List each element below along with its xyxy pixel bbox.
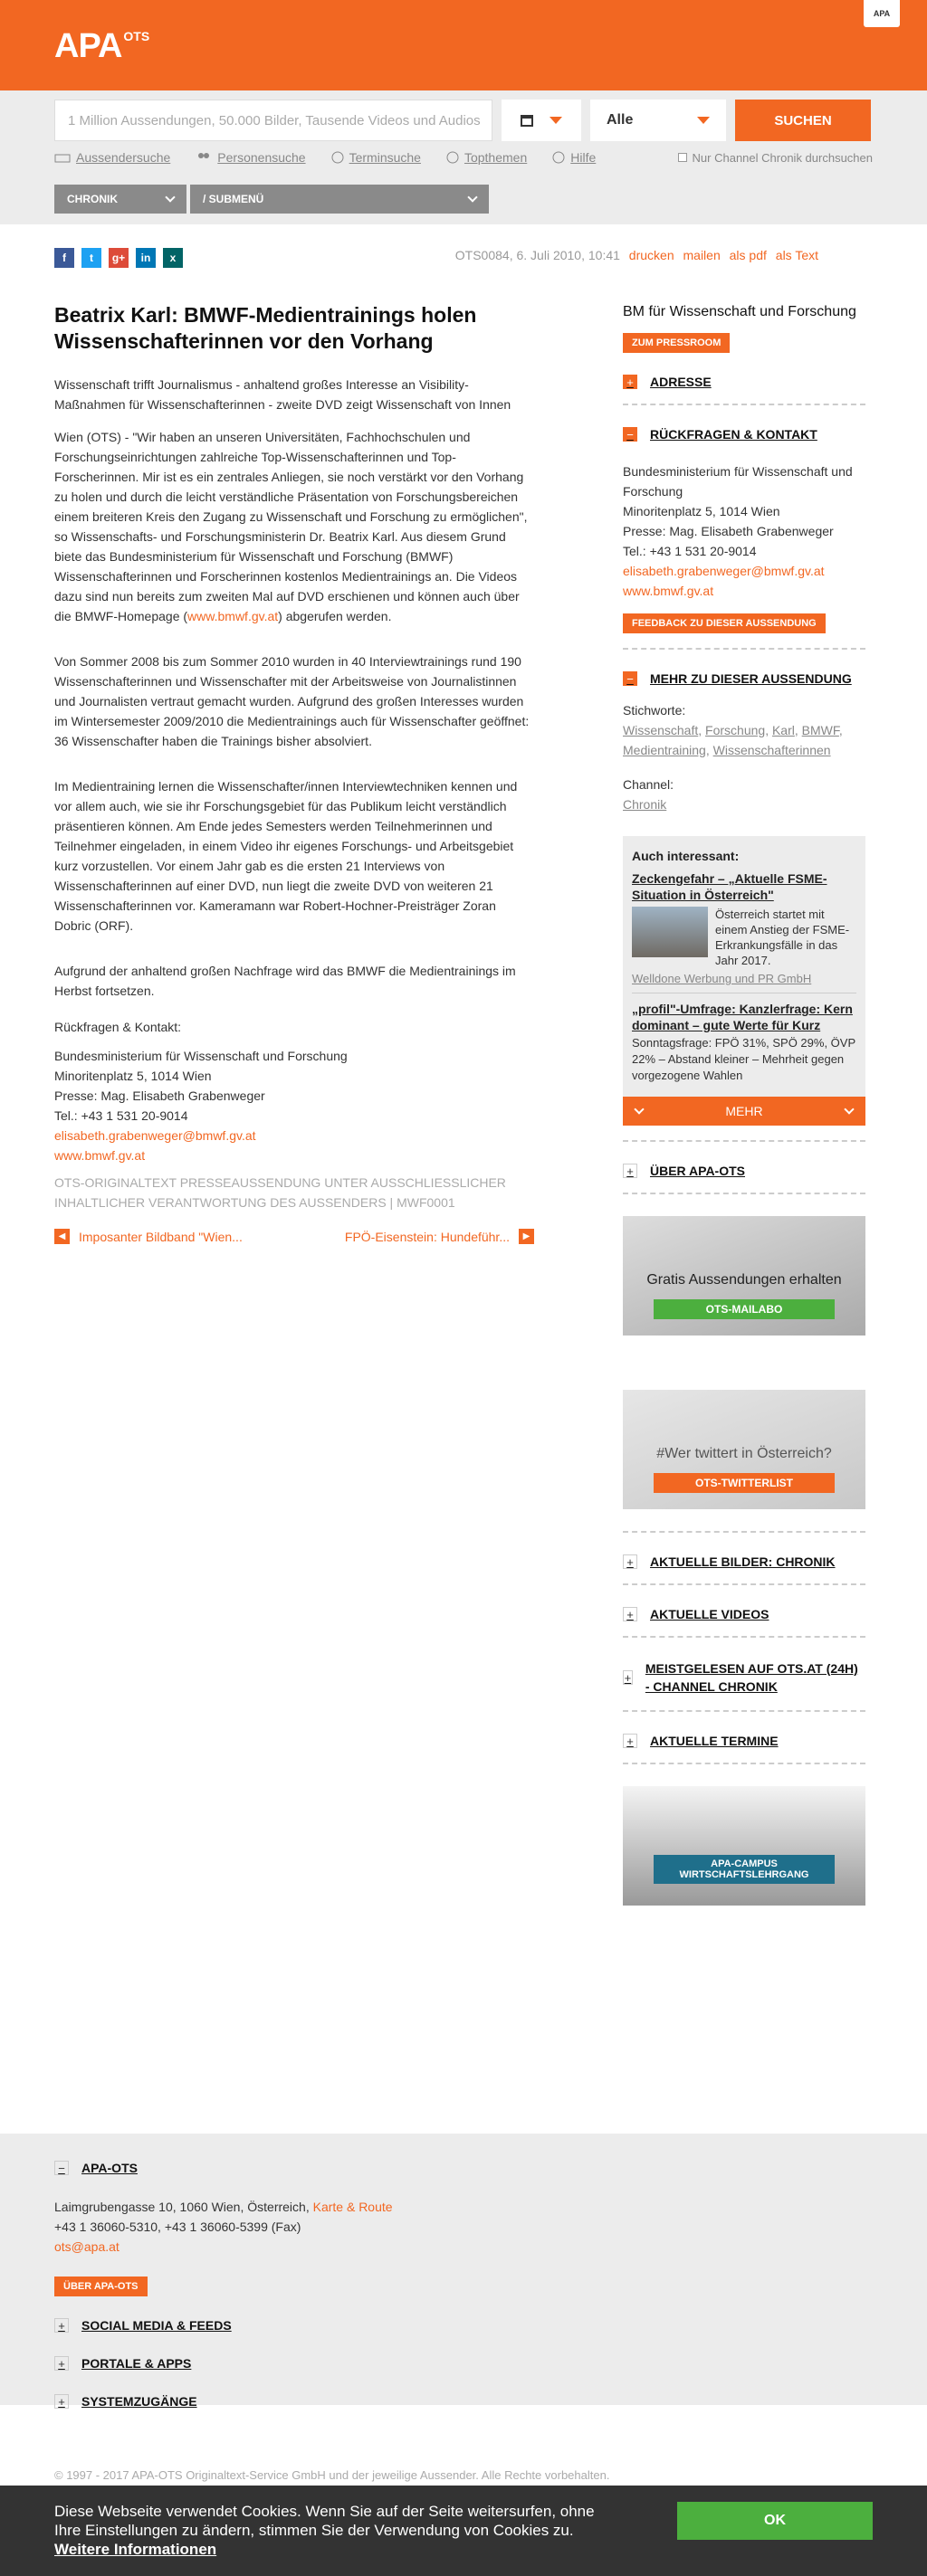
category-select[interactable]: Alle xyxy=(590,100,726,141)
top-header xyxy=(0,0,927,90)
teaser-title[interactable]: „profil"-Umfrage: Kanzlerfrage: Kern dominant – gute Werte für Kurz xyxy=(632,1002,853,1032)
mehr-button[interactable]: MEHR xyxy=(623,1097,865,1126)
chevron-down-icon xyxy=(697,117,710,124)
section-meistgelesen[interactable]: + MEISTGELESEN AUF OTS.AT (24H) - CHANNEL CHRONIK xyxy=(624,1661,858,1694)
twitter-promo[interactable]: #Wer twittert in Österreich? OTS-TWITTERLIST xyxy=(623,1390,865,1509)
plus-icon: + xyxy=(623,1554,637,1569)
section-mehr[interactable]: − MEHR ZU DIESER AUSSENDUNG xyxy=(623,671,865,686)
footer-mail-link[interactable]: ots@apa.at xyxy=(54,2239,119,2254)
minus-icon: − xyxy=(623,427,637,442)
facebook-icon[interactable]: f xyxy=(54,248,74,268)
page-title: Beatrix Karl: BMWF-Medientrainings holen Wissenschafterinnen vor den Vorhang xyxy=(54,303,477,353)
footer-address: Laimgrubengasse 10, 1060 Wien, Österreich, Karte & Route +43 1 36060-5310, +43 1 36060-5399 (Fax) ots@apa.at xyxy=(54,2200,393,2254)
apa-ots-logo[interactable]: APA OTS xyxy=(54,27,150,65)
keyword-link[interactable]: Medientraining xyxy=(623,743,706,757)
article-meta: OTS0084, 6. Juli 2010, 10:41 drucken mailen als pdf als Text xyxy=(454,248,818,262)
section-termine[interactable]: + AKTUELLE TERMINE xyxy=(623,1734,865,1748)
search-area xyxy=(0,90,927,224)
footer-about-button[interactable]: ÜBER APA-OTS xyxy=(54,2277,148,2296)
keyword-link[interactable]: Wissenschaft xyxy=(623,723,699,737)
search-input[interactable]: 1 Million Aussendungen, 50.000 Bilder, Tausende Videos und Audios xyxy=(54,100,492,141)
section-videos[interactable]: + AKTUELLE VIDEOS xyxy=(623,1607,865,1621)
linkedin-icon[interactable]: in xyxy=(136,248,156,268)
section-bilder[interactable]: + AKTUELLE BILDER: CHRONIK xyxy=(623,1554,865,1569)
link-aussendersuche[interactable]: Aussendersuche xyxy=(54,150,170,165)
cookie-info-link[interactable]: Weitere Informationen xyxy=(54,2541,217,2558)
plus-icon: + xyxy=(623,375,637,389)
contact-web-link[interactable]: www.bmwf.gv.at xyxy=(54,1148,146,1163)
contact-email-link[interactable]: elisabeth.grabenweger@bmwf.gv.at xyxy=(54,1128,256,1143)
auch-interessant-box: Auch interessant: Zeckengefahr – „Aktuelle FSME-Situation in Österreich" Österreich startet mit einem Anstieg der FSME-Erkrankungsfälle in das Jahr 2017. Welldone Werbung und PR GmbH „profil"-Umfrage: Kanzlerfrage: Kern dominant – gute Werte für Kurz Sonntagsfrage: FPÖ 31%, SPÖ 29%, ÖVP 22% – Abstand kleiner – Mehrheit gegen vorgezogene Wahlen xyxy=(623,836,865,1097)
contact-heading: Rückfragen & Kontakt: xyxy=(54,1020,182,1034)
arrow-right-icon: ▶ xyxy=(519,1229,534,1244)
keywords: Stichworte: Wissenschaft, Forschung, Karl, BMWF, Medientraining, Wissenschafterinnen xyxy=(623,703,843,757)
footer-apaots-toggle[interactable]: − APA-OTS xyxy=(54,2161,138,2175)
channel: Channel: Chronik xyxy=(623,777,674,812)
sidebar-contact: Bundesministerium für Wissenschaft und Forschung Minoritenplatz 5, 1014 Wien Presse: Mag. Elisabeth Grabenweger Tel.: +43 1 531 20-9014 elisabeth.grabenweger@bmwf.gv.at www.bmwf.gv.at xyxy=(623,464,853,598)
article-pagination xyxy=(54,1229,534,1244)
mail-link[interactable]: mailen xyxy=(683,248,721,262)
compass-icon xyxy=(446,151,459,164)
clock-icon xyxy=(331,151,344,164)
calendar-icon xyxy=(521,114,533,127)
minus-icon: − xyxy=(54,2161,69,2175)
contact-block: Bundesministerium für Wissenschaft und Forschung Minoritenplatz 5, 1014 Wien Presse: Mag. Elisabeth Grabenweger Tel.: +43 1 531 20-9014 elisabeth.grabenweger@bmwf.gv.at www.bmwf.gv.at xyxy=(54,1049,348,1163)
plus-icon: + xyxy=(54,2318,69,2333)
teaser-image[interactable] xyxy=(632,907,708,957)
keyword-link[interactable]: Wissenschafterinnen xyxy=(712,743,831,757)
link-hilfe[interactable]: Hilfe xyxy=(552,150,596,165)
twitterlist-button[interactable]: OTS-TWITTERLIST xyxy=(654,1473,835,1493)
article-lead: Wissenschaft trifft Journalismus - anhaltend großes Interesse an Visibility-Maßnahmen für Wissenschafterinnen - zweite DVD zeigt Wissenschaft von Innen xyxy=(54,377,511,412)
pdf-link[interactable]: als pdf xyxy=(729,248,767,262)
article xyxy=(54,248,534,1244)
people-icon xyxy=(196,152,212,163)
sidebar xyxy=(623,302,865,1906)
mailabo-button[interactable]: OTS-MAILABO xyxy=(654,1299,835,1319)
channel-only-checkbox[interactable]: Nur Channel Chronik durchsuchen xyxy=(678,151,873,165)
section-ueber[interactable]: + ÜBER APA-OTS xyxy=(623,1164,865,1178)
pressroom-button[interactable]: ZUM PRESSROOM xyxy=(623,333,730,353)
nav-submenu-dropdown[interactable]: / SUBMENÜ xyxy=(190,185,489,214)
sender-name: BM für Wissenschaft und Forschung xyxy=(623,304,856,319)
mailabo-promo[interactable]: Gratis Aussendungen erhalten OTS-MAILABO xyxy=(623,1216,865,1336)
nav-chronik-dropdown[interactable]: CHRONIK xyxy=(54,185,186,214)
teaser-source[interactable]: Welldone Werbung und PR GmbH xyxy=(632,972,812,985)
chevron-down-icon xyxy=(467,192,477,202)
google-plus-icon[interactable]: g+ xyxy=(109,248,129,268)
social-share xyxy=(54,248,534,268)
text-link[interactable]: als Text xyxy=(775,248,818,262)
cookie-banner xyxy=(0,2486,927,2576)
arrow-left-icon: ◀ xyxy=(54,1229,70,1244)
article-paragraph: Aufgrund der anhaltend großen Nachfrage wird das BMWF die Medientrainings im Herbst fortsetzen. xyxy=(54,964,516,998)
plus-icon: + xyxy=(623,1164,637,1178)
disclaimer: OTS-ORIGINALTEXT PRESSEAUSSENDUNG UNTER AUSSCHLIESSLICHER INHALTLICHER VERANTWORTUNG DES AUSSENDERS | MWF0001 xyxy=(54,1175,506,1210)
section-adresse[interactable]: + ADRESSE xyxy=(623,375,865,389)
cookie-text: Diese Webseite verwendet Cookies. Wenn Sie auf der Seite weitersurfen, ohne Ihre Einstellungen zu ändern, stimmen Sie der Verwendung von Cookies zu. Weitere Informationen xyxy=(54,2503,595,2558)
minus-icon: − xyxy=(623,671,637,686)
footer-social[interactable]: + SOCIAL MEDIA & FEEDS xyxy=(54,2318,232,2333)
link-personensuche[interactable]: Personensuche xyxy=(196,150,305,165)
search-button[interactable]: SUCHEN xyxy=(735,100,871,141)
sidebar-web-link[interactable]: www.bmwf.gv.at xyxy=(623,584,714,598)
link-topthemen[interactable]: Topthemen xyxy=(446,150,527,165)
plus-icon: + xyxy=(623,1607,637,1621)
plus-icon: + xyxy=(624,1670,632,1685)
route-link[interactable]: Karte & Route xyxy=(312,2200,393,2214)
plus-icon: + xyxy=(623,1734,637,1748)
sidebar-email-link[interactable]: elisabeth.grabenweger@bmwf.gv.at xyxy=(623,564,825,578)
cookie-ok-button[interactable]: OK xyxy=(677,2502,873,2540)
footer-systemzugaenge[interactable]: + SYSTEMZUGÄNGE xyxy=(54,2394,197,2409)
plus-icon: + xyxy=(54,2394,69,2409)
building-icon xyxy=(54,152,71,163)
article-paragraph: Wien (OTS) - "Wir haben an unseren Universitäten, Fachhochschulen und Forschungseinrichtungen zahlreiche Top-Wissenschafterinnen und Top-Forscherinnen. Mir ist es ein zentrales Anliegen, sie noch verstärkt vor den Vorhang zu holen und durch die leicht verständliche Präsentation von Forschungsbereichen einem breiteren Kreis den Zugang zu Wissenschaft und Forschung zu ermöglichen", so Wissenschafts- und Forschungsministerin Dr. Beatrix Karl. Aus diesem Grund biete das Bundesministerium für Wissenschaft und Forschung (BMWF) Wissenschafterinnen und Forscherinnen kostenlos Medientrainings an. Die Videos dazu sind nun bereits zum zweiten Mal auf DVD erschienen und können auch über die BMWF-Homepage (www.bmwf.gv.at) abgerufen werden. xyxy=(54,430,528,623)
plus-icon: + xyxy=(54,2356,69,2371)
next-article-link[interactable]: FPÖ-Eisenstein: Hundeführ... ▶ xyxy=(345,1229,534,1244)
prev-article-link[interactable]: ◀ Imposanter Bildband "Wien... xyxy=(54,1229,243,1244)
link-terminsuche[interactable]: Terminsuche xyxy=(331,150,421,165)
campus-button[interactable]: APA-CAMPUS WIRTSCHAFTSLEHRGANG xyxy=(654,1855,835,1884)
date-picker-button[interactable] xyxy=(502,100,581,141)
campus-promo[interactable] xyxy=(623,1786,865,1906)
print-link[interactable]: drucken xyxy=(628,248,674,262)
footer-portale[interactable]: + PORTALE & APPS xyxy=(54,2356,191,2371)
apa-corner-icon[interactable]: APA xyxy=(864,0,900,27)
keyword-link[interactable]: BMWF xyxy=(801,723,839,737)
chevron-down-icon xyxy=(550,117,562,124)
article-paragraph: Im Medientraining lernen die Wissenschafter/innen Interviewtechniken kennen und vor allem auch, wie sie ihr Forschungsgebiet für das Publikum leicht verständlich präsentieren können. Am Ende jedes Semesters werden Teilnehmerinnen und Teilnehmer eingeladen, in einem Video ihr eigenes Forschungs- und Arbeitsgebiet kurz vorzustellen. Vor einem Jahr gab es die ersten 21 Interviews von Wissenschafterinnen auf einer DVD, nun liegt die zweite DVD von weiteren 21 Wissenschafterinnen vor. Kameramann war Robert-Hochner-Preisträger Zoran Dobric (ORF). xyxy=(54,779,518,933)
keyword-link[interactable]: Forschung xyxy=(705,723,766,737)
xing-icon[interactable]: x xyxy=(163,248,183,268)
bmwf-link[interactable]: www.bmwf.gv.at xyxy=(187,609,279,623)
keyword-link[interactable]: Karl xyxy=(771,723,795,737)
feedback-button[interactable]: FEEDBACK ZU DIESER AUSSENDUNG xyxy=(623,613,826,633)
info-icon xyxy=(552,151,565,164)
teaser-title[interactable]: Zeckengefahr – „Aktuelle FSME-Situation in Österreich" xyxy=(632,871,827,902)
footer xyxy=(0,2134,927,2409)
twitter-icon[interactable]: t xyxy=(81,248,101,268)
article-paragraph: Von Sommer 2008 bis zum Sommer 2010 wurden in 40 Interviewtrainings rund 190 Wissenschafterinnen und Wissenschafter mit der Arbeitsweise von Journalistinnen und Journalisten vertraut gemacht wurden. Aufgrund des großen Interesses wurden im Wintersemester 2009/2010 die Medientrainings auch für Wissenschafter geöffnet: 36 Wissenschafter haben die Trainings bisher absolviert. xyxy=(54,654,530,748)
chevron-down-icon xyxy=(165,192,175,202)
section-rueckfragen[interactable]: − RÜCKFRAGEN & KONTAKT xyxy=(623,427,865,442)
copyright: © 1997 - 2017 APA-OTS Originaltext-Service GmbH und der jeweilige Aussender. Alle Rechte vorbehalten. xyxy=(54,2468,610,2482)
channel-link[interactable]: Chronik xyxy=(623,797,667,812)
